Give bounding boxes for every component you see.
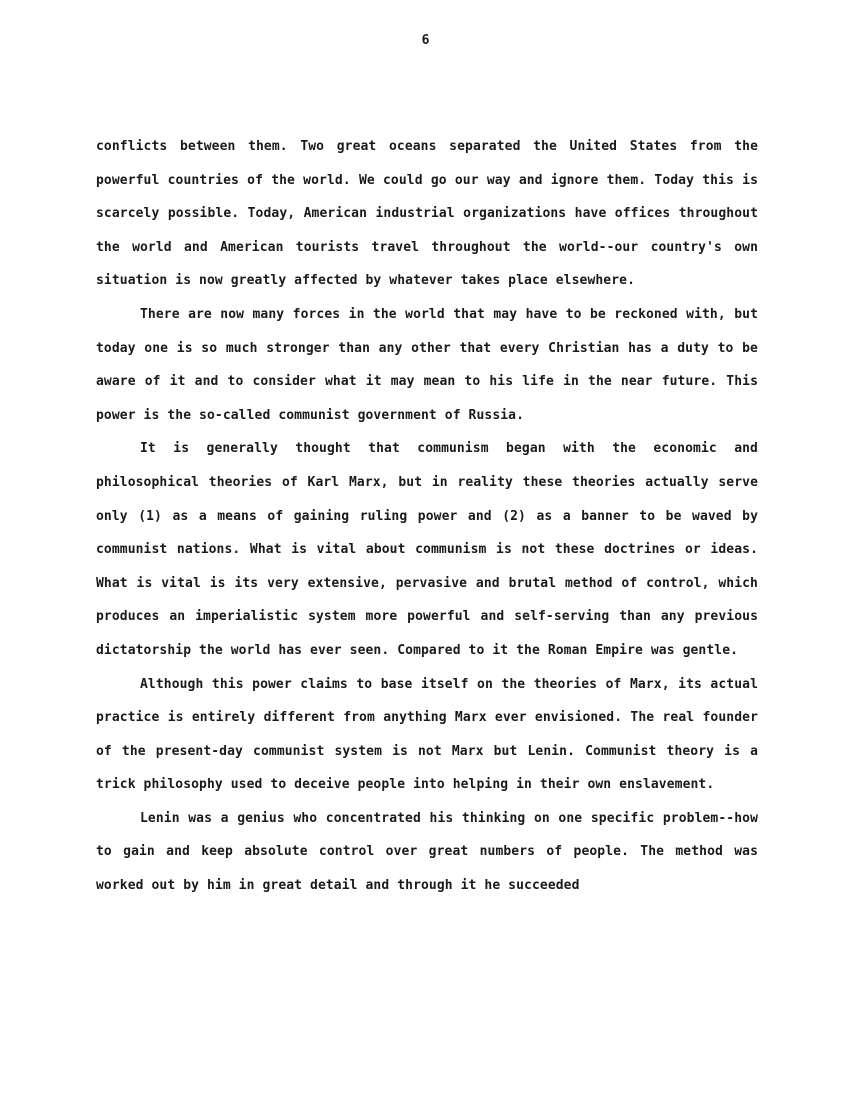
paragraph-2: There are now many forces in the world that may have to be reckoned with, but today one is so much stronger than any other that every Christian has a duty to be aware of it and to consider what it may mean to his life in the near future. This power is the so-called communist government of Russia. <box>96 306 758 423</box>
paragraph-1: conflicts between them. Two great oceans separated the United States from the powerful countries of the world. We could go our way and ignore them. Today this is scarcely possible. Today, American industrial organizations have offices throughout the world and American tourists travel throughout the world--our country's own situation is now greatly affected by whatever takes place elsewhere. <box>96 139 758 289</box>
body-text <box>96 130 758 903</box>
page-number: 6 <box>421 33 430 48</box>
paragraph-3: It is generally thought that communism began with the economic and philosophical theories of Karl Marx, but in reality these theories actually serve only (1) as a means of gaining ruling power and (2) as a banner to be waved by communist nations. What is vital about communism is not these doctrines or ideas. What is vital is its very extensive, pervasive and brutal method of control, which produces an imperialistic system more powerful and self-serving than any previous dictatorship the world has ever seen. Compared to it the Roman Empire was gentle. <box>96 441 758 658</box>
paragraph-4: Although this power claims to base itself on the theories of Marx, its actual practice is entirely different from anything Marx ever envisioned. The real founder of the present-day communist system is not Marx but Lenin. Communist theory is a trick philosophy used to deceive people into helping in their own enslavement. <box>96 676 758 793</box>
paragraph-5: Lenin was a genius who concentrated his thinking on one specific problem--how to gain and keep absolute control over great numbers of people. The method was worked out by him in great detail and through it he succeeded <box>96 810 758 894</box>
